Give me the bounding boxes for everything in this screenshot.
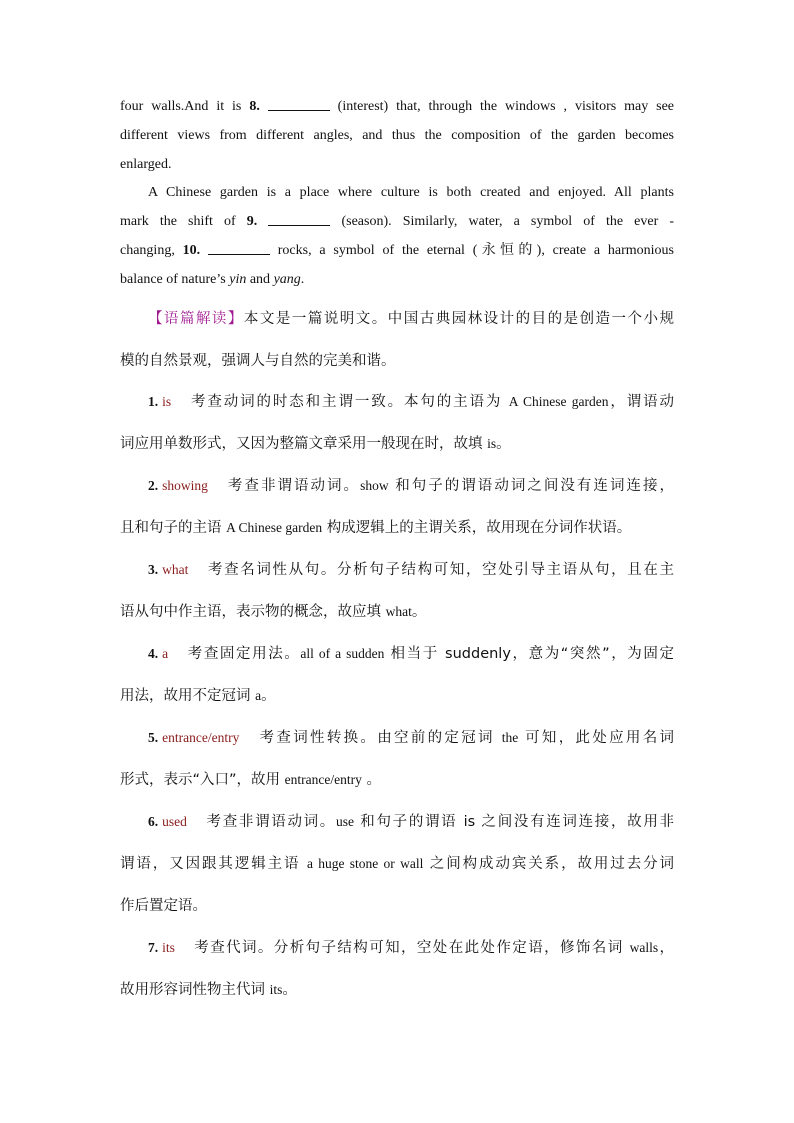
- answer-item: [120, 381, 674, 465]
- blank-10: [208, 240, 270, 255]
- answer-item: [120, 465, 674, 549]
- summary-line: 【语篇解读】本文是一篇说明文。中国古典园林设计的目的是创造一个小规: [148, 311, 674, 327]
- passage-paragraph-2: [120, 178, 674, 294]
- summary-line: 模的自然景观，强调人与自然的完美和谐。: [120, 353, 396, 369]
- blank-9: [268, 211, 330, 226]
- passage-line: A Chinese garden is a place where culture is both created and enjoyed. All plants: [148, 185, 674, 200]
- answer-line: 作后置定语。: [120, 898, 207, 914]
- passage-line: balance of nature’s yin and yang.: [120, 272, 305, 287]
- passage-line: four walls.And it is 8. (interest) that, through the windows , visitors may see: [120, 92, 674, 121]
- answer-number: 2.: [148, 478, 159, 493]
- answer-number: 5.: [148, 730, 159, 745]
- answer-number: 6.: [148, 814, 159, 829]
- answer-line: 1. is 考查动词的时态和主谓一致。本句的主语为 A Chinese garden，谓语动: [148, 394, 675, 410]
- answer-item: [120, 927, 674, 1011]
- answer-line: 2. showing 考查非谓语动词。show 和句子的谓语动词之间没有连词连接，: [148, 478, 675, 494]
- answer-item: [120, 801, 674, 927]
- passage-line: changing, 10. rocks, a symbol of the eternal (永恒的), create a harmonious: [120, 236, 674, 265]
- answer-line: 且和句子的主语 A Chinese garden 构成逻辑上的主谓关系，故用现在分词作状语。: [120, 520, 632, 536]
- answer-line: 语从句中作主语，表示物的概念，故应填 what。: [120, 604, 427, 620]
- passage-line: enlarged.: [120, 157, 172, 172]
- answer-number: 7.: [148, 940, 159, 955]
- answer-word: showing: [162, 478, 208, 493]
- summary-tag: 【语篇解读】: [148, 311, 244, 327]
- answer-line: 用法，故用不定冠词 a。: [120, 688, 276, 704]
- answer-word: is: [162, 394, 172, 409]
- blank-8: [268, 96, 330, 111]
- answer-number: 3.: [148, 562, 159, 577]
- answer-number: 4.: [148, 646, 159, 661]
- answer-word: entrance/entry: [162, 730, 240, 745]
- answer-line: 谓语，又因跟其逻辑主语 a huge stone or wall 之间构成动宾关系，故用过去分词: [120, 856, 675, 872]
- answer-line: 7. its 考查代词。分析句子结构可知，空处在此处作定语，修饰名词 walls，: [148, 940, 675, 956]
- answer-line: 故用形容词性物主代词 its。: [120, 982, 297, 998]
- answer-line: 词应用单数形式，又因为整篇文章采用一般现在时，故填 is。: [120, 436, 511, 452]
- passage-line: mark the shift of 9. (season). Similarly, water, a symbol of the ever -: [120, 207, 674, 236]
- answer-line: 5. entrance/entry 考查词性转换。由空前的定冠词 the 可知，此处应用名词: [148, 730, 675, 746]
- answer-item: [120, 549, 674, 633]
- answer-word: its: [162, 940, 175, 955]
- answer-line: 3. what 考查名词性从句。分析句子结构可知，空处引导主语从句，且在主: [148, 562, 674, 578]
- answer-number: 1.: [148, 394, 159, 409]
- answer-item: [120, 717, 674, 801]
- answer-word: a: [162, 646, 169, 661]
- answer-line: 4. a 考查固定用法。all of a sudden 相当于 suddenly，意为“突然”，为固定: [148, 646, 675, 662]
- passage-paragraph-1: [120, 92, 674, 179]
- answer-line: 形式，表示“入口”，故用 entrance/entry 。: [120, 772, 381, 788]
- summary-section: [120, 298, 674, 382]
- answer-item: [120, 633, 674, 717]
- passage-line: different views from different angles, and thus the composition of the garden becomes: [120, 128, 674, 143]
- answer-word: used: [162, 814, 187, 829]
- answer-word: what: [162, 562, 189, 577]
- answer-line: 6. used 考查非谓语动词。use 和句子的谓语 is 之间没有连词连接，故用非: [148, 814, 674, 830]
